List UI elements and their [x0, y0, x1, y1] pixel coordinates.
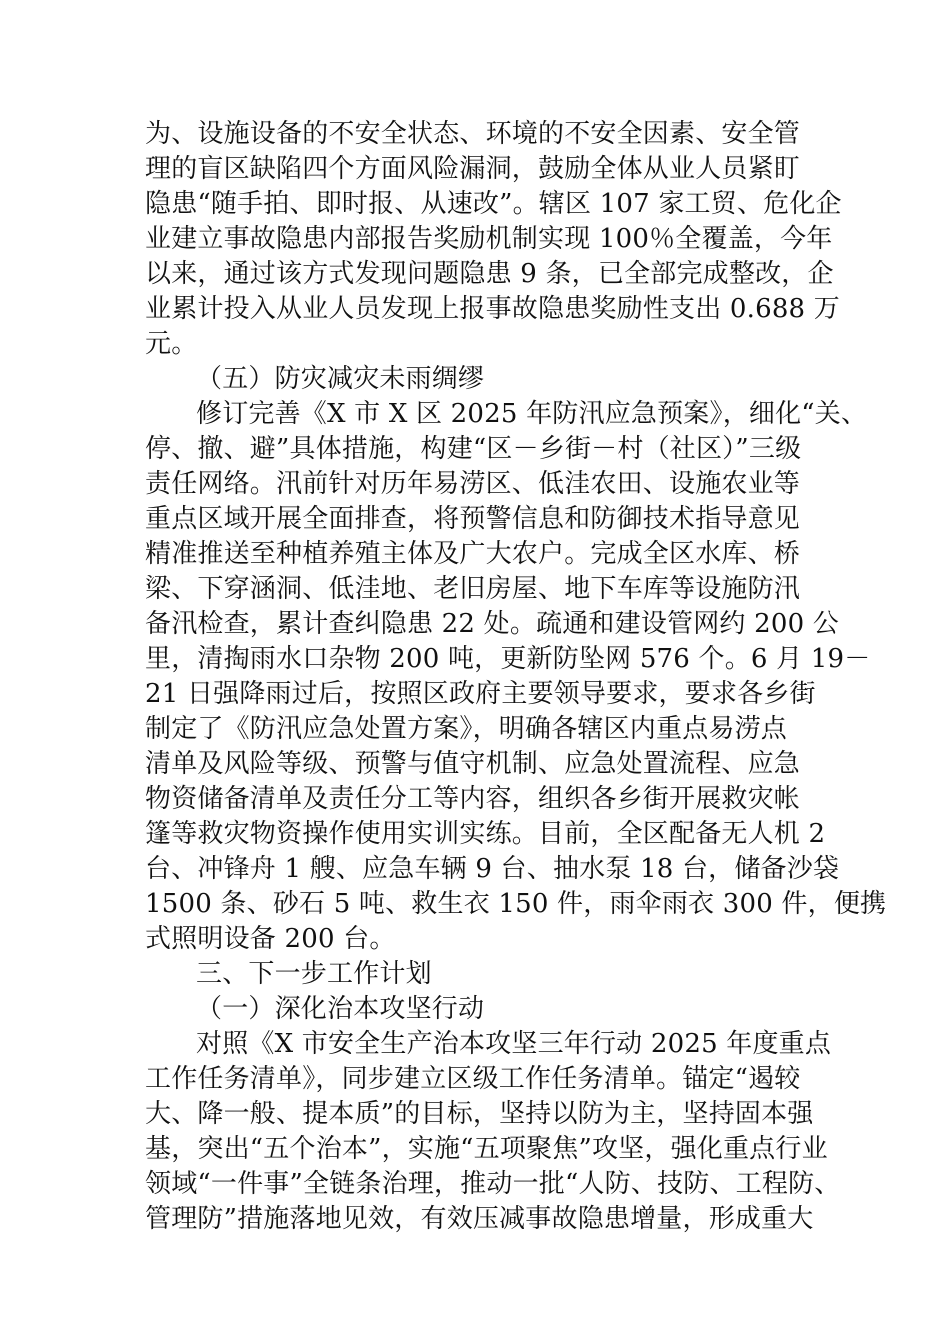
- text-line: 隐患“随手拍、即时报、从速改”。辖区 107 家工贸、危化企: [145, 189, 842, 219]
- text-line: 基，突出“五个治本”，实施“五项聚焦”攻坚，强化重点行业: [145, 1134, 828, 1164]
- text-line: 对照《X 市安全生产治本攻坚三年行动 2025 年度重点: [196, 1029, 832, 1059]
- text-line: 修订完善《X 市 X 区 2025 年防汛应急预案》，细化“关、: [196, 399, 868, 429]
- text-line: 式照明设备 200 台。: [145, 924, 396, 954]
- text-line: 1500 条、砂石 5 吨、救生衣 150 件，雨伞雨衣 300 件，便携: [145, 889, 887, 919]
- text-line: 停、撤、避”具体措施，构建“区－乡街－村（社区）”三级: [145, 434, 802, 464]
- text-line: 为、设施设备的不安全状态、环境的不安全因素、安全管: [145, 119, 801, 149]
- text-line: 里，清掏雨水口杂物 200 吨，更新防坠网 576 个。6 月 19－: [145, 644, 871, 674]
- text-line: 理的盲区缺陷四个方面风险漏洞，鼓励全体从业人员紧盯: [145, 154, 801, 184]
- text-line: 梁、下穿涵洞、低洼地、老旧房屋、地下车库等设施防汛: [145, 574, 801, 604]
- text-line: 责任网络。汛前针对历年易涝区、低洼农田、设施农业等: [145, 469, 801, 499]
- text-line: 大、降一般、提本质”的目标，坚持以防为主，坚持固本强: [145, 1099, 814, 1129]
- subsection-heading: （一）深化治本攻坚行动: [196, 994, 485, 1024]
- text-line: 制定了《防汛应急处置方案》，明确各辖区内重点易涝点: [145, 714, 788, 744]
- text-line: 物资储备清单及责任分工等内容，组织各乡街开展救灾帐: [145, 784, 801, 814]
- text-line: 备汛检查，累计查纠隐患 22 处。疏通和建设管网约 200 公: [145, 609, 839, 639]
- text-line: 工作任务清单》，同步建立区级工作任务清单。锚定“遏较: [145, 1064, 801, 1094]
- section-heading: （五）防灾减灾未雨绸缪: [196, 364, 485, 394]
- text-line: 领域“一件事”全链条治理，推动一批“人防、技防、工程防、: [145, 1169, 841, 1199]
- section-heading: 三、下一步工作计划: [196, 959, 432, 989]
- text-line: 业建立事故隐患内部报告奖励机制实现 100％全覆盖，今年: [145, 224, 833, 254]
- text-line: 清单及风险等级、预警与值守机制、应急处置流程、应急: [145, 749, 801, 779]
- text-line: 以来，通过该方式发现问题隐患 9 条，已全部完成整改，企: [145, 259, 834, 289]
- text-line: 精准推送至种植养殖主体及广大农户。完成全区水库、桥: [145, 539, 801, 569]
- text-line: 21 日强降雨过后，按照区政府主要领导要求，要求各乡街: [145, 679, 816, 709]
- text-line: 业累计投入从业人员发现上报事故隐患奖励性支出 0.688 万: [145, 294, 840, 324]
- text-line: 管理防”措施落地见效，有效压减事故隐患增量，形成重大: [145, 1204, 814, 1234]
- text-line: 重点区域开展全面排查，将预警信息和防御技术指导意见: [145, 504, 801, 534]
- text-line: 篷等救灾物资操作使用实训实练。目前，全区配备无人机 2: [145, 819, 826, 849]
- text-line: 台、冲锋舟 1 艘、应急车辆 9 台、抽水泵 18 台，储备沙袋: [145, 854, 840, 884]
- text-line: 元。: [145, 329, 198, 359]
